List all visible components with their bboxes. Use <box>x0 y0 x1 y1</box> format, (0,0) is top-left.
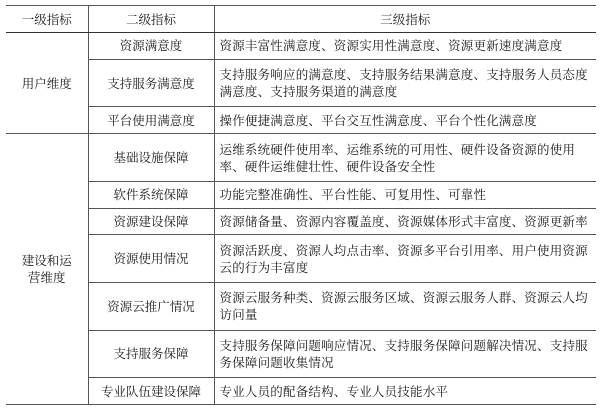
level2-cell: 资源云推广情况 <box>88 283 214 331</box>
level1-user-dimension: 用户维度 <box>6 33 88 134</box>
level1-construction-dimension <box>6 134 88 405</box>
level3-cell: 支持服务响应的满意度、支持服务结果满意度、支持服务人员态度满意度、支持服务渠道的满意度 <box>214 59 596 107</box>
table-row <box>6 330 596 378</box>
level1-label: 建设和运营维度 <box>21 253 72 286</box>
level3-cell: 功能完整准确性、平台性能、可复用性、可靠性 <box>214 181 596 208</box>
level3-cell: 操作便捷满意度、平台交互性满意度、平台个性化满意度 <box>214 107 596 134</box>
table-row <box>6 181 596 208</box>
level3-cell: 资源储备量、资源内容覆盖度、资源媒体形式丰富度、资源更新率 <box>214 208 596 235</box>
table-row <box>6 235 596 283</box>
level2-cell: 资源建设保障 <box>88 208 214 235</box>
level2-cell: 支持服务保障 <box>88 330 214 378</box>
level3-cell: 资源活跃度、资源人均点击率、资源多平台引用率、用户使用资源云的行为丰富度 <box>214 235 596 283</box>
level2-cell: 资源满意度 <box>88 33 214 60</box>
header-level2: 二级指标 <box>88 6 214 33</box>
indicator-table <box>6 5 596 405</box>
level2-cell: 专业队伍建设保障 <box>88 378 214 405</box>
level3-cell: 支持服务保障问题响应情况、支持服务保障问题解决情况、支持服务保障问题收集情况 <box>214 330 596 378</box>
level2-cell: 软件系统保障 <box>88 181 214 208</box>
table-header <box>6 6 596 33</box>
level3-cell: 资源丰富性满意度、资源实用性满意度、资源更新速度满意度 <box>214 33 596 60</box>
header-level3: 三级指标 <box>214 6 596 33</box>
level2-cell: 基础设施保障 <box>88 134 214 182</box>
level2-cell: 支持服务满意度 <box>88 59 214 107</box>
table-row <box>6 107 596 134</box>
level3-cell: 专业人员的配备结构、专业人员技能水平 <box>214 378 596 405</box>
table-row <box>6 283 596 331</box>
table-row <box>6 208 596 235</box>
table-row <box>6 134 596 182</box>
header-row <box>6 6 596 33</box>
level2-cell: 平台使用满意度 <box>88 107 214 134</box>
header-level1: 一级指标 <box>6 6 88 33</box>
table-body <box>6 33 596 405</box>
table-row <box>6 33 596 60</box>
level3-cell: 运维系统硬件使用率、运维系统的可用性、硬件设备资源的使用率、硬件运维健壮性、硬件设备安全性 <box>214 134 596 182</box>
level3-cell: 资源云服务种类、资源云服务区域、资源云服务人群、资源云人均访问量 <box>214 283 596 331</box>
table-row <box>6 378 596 405</box>
level2-cell: 资源使用情况 <box>88 235 214 283</box>
table-row <box>6 59 596 107</box>
